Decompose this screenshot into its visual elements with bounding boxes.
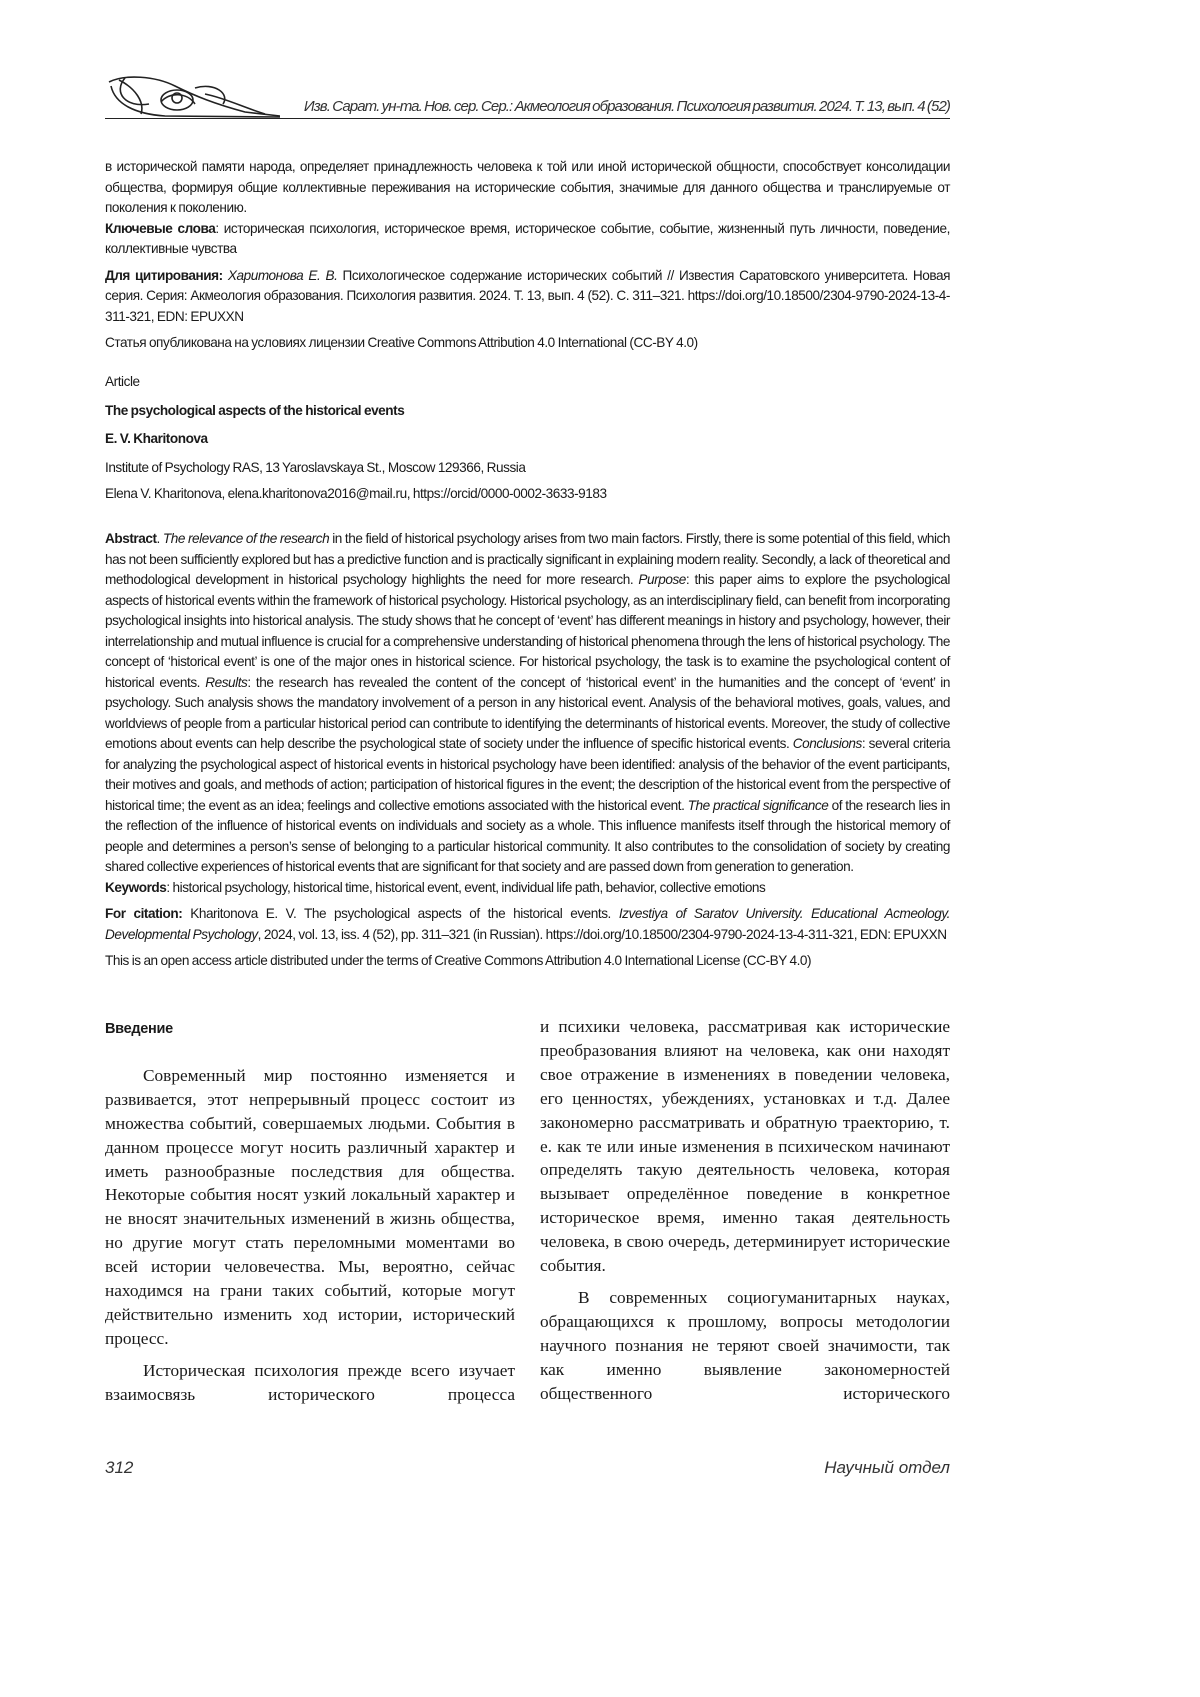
body-paragraph: и психики человека, рассматривая как исторические преобразования влияют на человека, как они находят свое отражение в изменениях в поведении человека, его ценностях, убеждениях, установках и т.д. Далее закономерно рассматривать и обратную траекторию, т. е. как те или иные изменения в психическом начинают определять такую деятельность человека, которая вызывает определённое поведение в конкретное историческое время, именно такая деятельность человека, в свою очередь, детерминирует исторические события. xyxy=(540,1017,950,1276)
body-right-column xyxy=(540,1015,950,1406)
abstract-label: Abstract xyxy=(105,531,157,546)
citation-label-ru: Для цитирования: xyxy=(105,267,223,283)
abstract-segment: of the research lies in the reflection of the influence of historical events on individuals and society as a whole. This influence manifests itself through the historical memory of people and determines a person’s sense of belonging to a particular historical community. It also contributes to the consolidation of society by creating shared collective experiences of historical events that are significant for that society and are passed down from generation to generation. xyxy=(105,797,950,874)
abstract-segment: : several criteria for analyzing the psychological aspect of historical events in historical psychology have been identified: analysis of the behavior of the event participants, their motives and goals, and methods of action; participation of historical figures in the event; the description of the historical event from the perspective of historical time; the event as an idea; feelings and collective emotions associated with the historical event. xyxy=(105,736,951,813)
keywords-label-en: Keywords xyxy=(105,879,167,895)
body-left-column xyxy=(105,1018,515,1407)
english-metadata-block xyxy=(105,372,950,505)
keywords-ru xyxy=(105,219,950,260)
article-title-en: The psychological aspects of the historical events xyxy=(105,402,405,418)
abstract-segment: : this paper aims to explore the psychological aspects of historical events within the framework of historical psychology. Historical psychology, as an interdisciplinary field, can benefit from incorporating psychological insights into historical analysis. The study shows that he concept of ‘event’ has different meanings in history and psychology, however, their interrelationship and mutual influence is crucial for a comprehensive understanding of historical phenomena through the lens of historical psychology. The concept of ‘historical event’ is one of the major ones in historical science. For historical psychology, the task is to examine the psychological content of historical events. xyxy=(105,572,950,690)
abstract-heading-results: Results xyxy=(205,674,248,690)
body-paragraph: В современных социогуманитарных науках, обращающихся к прошлому, вопросы методологии научного познания не теряют своей значимости, так как именно выявление закономерностей общественного исторического xyxy=(540,1287,950,1403)
keywords-en xyxy=(105,878,950,899)
citation-ru xyxy=(105,266,950,328)
affiliation-en: Institute of Psychology RAS, 13 Yaroslavskaya St., Moscow 129366, Russia xyxy=(105,459,526,475)
russian-abstract-block xyxy=(105,157,950,354)
keywords-label-ru: Ключевые слова xyxy=(105,220,216,236)
abstract-tail-ru: в исторической памяти народа, определяет принадлежность человека к той или иной исторической общности, способствует консолидации общества, формируя общие коллективные переживания на исторические события, значимые для данного общества и транслируемые от поколения к поколению. xyxy=(105,159,950,215)
citation-en xyxy=(105,904,950,945)
citation-journal-en: Izvestiya of Saratov University. Educational Acmeology. Developmental Psychology xyxy=(105,906,950,942)
english-abstract-block xyxy=(105,529,950,972)
abstract-segment: in the field of historical psychology arises from two main factors. Firstly, there is some potential of this field, which has not been sufficiently explored but has a predictive function and is practically significant in explaining modern reality. Secondly, a lack of theoretical and methodological development in historical psychology highlights the need for more research. xyxy=(105,531,951,587)
abstract-en xyxy=(105,529,950,878)
article-type: Article xyxy=(105,374,140,389)
citation-text-en: Kharitonova E. V. The psychological aspects of the historical events. xyxy=(182,906,619,921)
footer-section: Научный отдел xyxy=(824,1458,950,1477)
body-paragraph: Современный мир постоянно изменяется и развивается, этот непрерывный процесс состоит из множества событий, совершаемых людьми. События в данном процессе могут носить различный характер и иметь разнообразные последствия для общества. Некоторые события носят узкий локальный характер и не вносят значительных изменений в жизнь общества, но другие могут стать переломными моментами во всей истории человечества. Мы, вероятно, сейчас находимся на грани таких событий, которые могут действительно изменить ход истории, исторический процесс. xyxy=(105,1065,515,1348)
section-title: Введение xyxy=(105,1021,173,1037)
citation-label-en: For citation: xyxy=(105,906,183,921)
abstract-heading-purpose: Purpose xyxy=(638,572,686,587)
abstract-heading-relevance: The relevance of the research xyxy=(162,531,330,546)
running-header xyxy=(105,78,950,119)
keywords-text-ru: : историческая психология, историческое время, историческое событие, событие, жизненный путь личности, поведение, коллективные чувства xyxy=(105,220,950,256)
license-ru: Статья опубликована на условиях лицензии Creative Commons Attribution 4.0 International (CC-BY 4.0) xyxy=(105,335,698,350)
journal-logo-ornament xyxy=(105,74,280,120)
body-paragraph: Историческая психология прежде всего изучает взаимосвязь исторического процесса xyxy=(105,1360,515,1404)
abstract-segment: . xyxy=(156,531,163,546)
author-contact-en: Elena V. Kharitonova, elena.kharitonova2016@mail.ru, https://orcid/0000-0002-3633-9183 xyxy=(105,486,607,501)
author-en: E. V. Kharitonova xyxy=(105,431,208,446)
abstract-heading-conclusions: Conclusions xyxy=(792,736,862,751)
page-number: 312 xyxy=(105,1458,134,1477)
citation-author-ru: Харитонова Е. В. xyxy=(227,267,338,283)
journal-citation-header: Изв. Сарат. ун-та. Нов. сер. Сер.: Акмеология образования. Психология развития. 2024. Т. 13, вып. 4 (52) xyxy=(303,98,950,115)
citation-text-ru: Психологическое содержание исторических событий // Известия Саратовского университета. Новая серия. Серия: Акмеология образования. Психология развития. 2024. Т. 13, вып. 4 (52). С. 311–321. https://doi.org/10.18500/2304-9790-2024-13-4-311-321, EDN: EPUXXN xyxy=(105,267,951,324)
citation-tail-en: , 2024, vol. 13, iss. 4 (52), pp. 311–321 (in Russian). https://doi.org/10.18500/2304-9790-2024-13-4-311-321, EDN: EPUXXN xyxy=(257,926,947,942)
abstract-heading-significance: The practical significance xyxy=(687,797,829,813)
license-en: This is an open access article distributed under the terms of Creative Commons Attribution 4.0 International License (CC-BY 4.0) xyxy=(105,953,812,968)
keywords-text-en: : historical psychology, historical time, historical event, event, individual life path, behavior, collective emotions xyxy=(166,879,766,895)
abstract-segment: : the research has revealed the content of the concept of ‘historical event’ in the humanities and the concept of ‘event’ in psychology. Such analysis shows the mandatory involvement of a person in any historical event. Analysis of the behavioral motives, goals, values, and worldviews of people from a particular historical period can contribute to identifying the determinants of historical events. Moreover, the study of collective emotions about events can help describe the psychological state of society under the influence of specific historical events. xyxy=(105,674,950,751)
